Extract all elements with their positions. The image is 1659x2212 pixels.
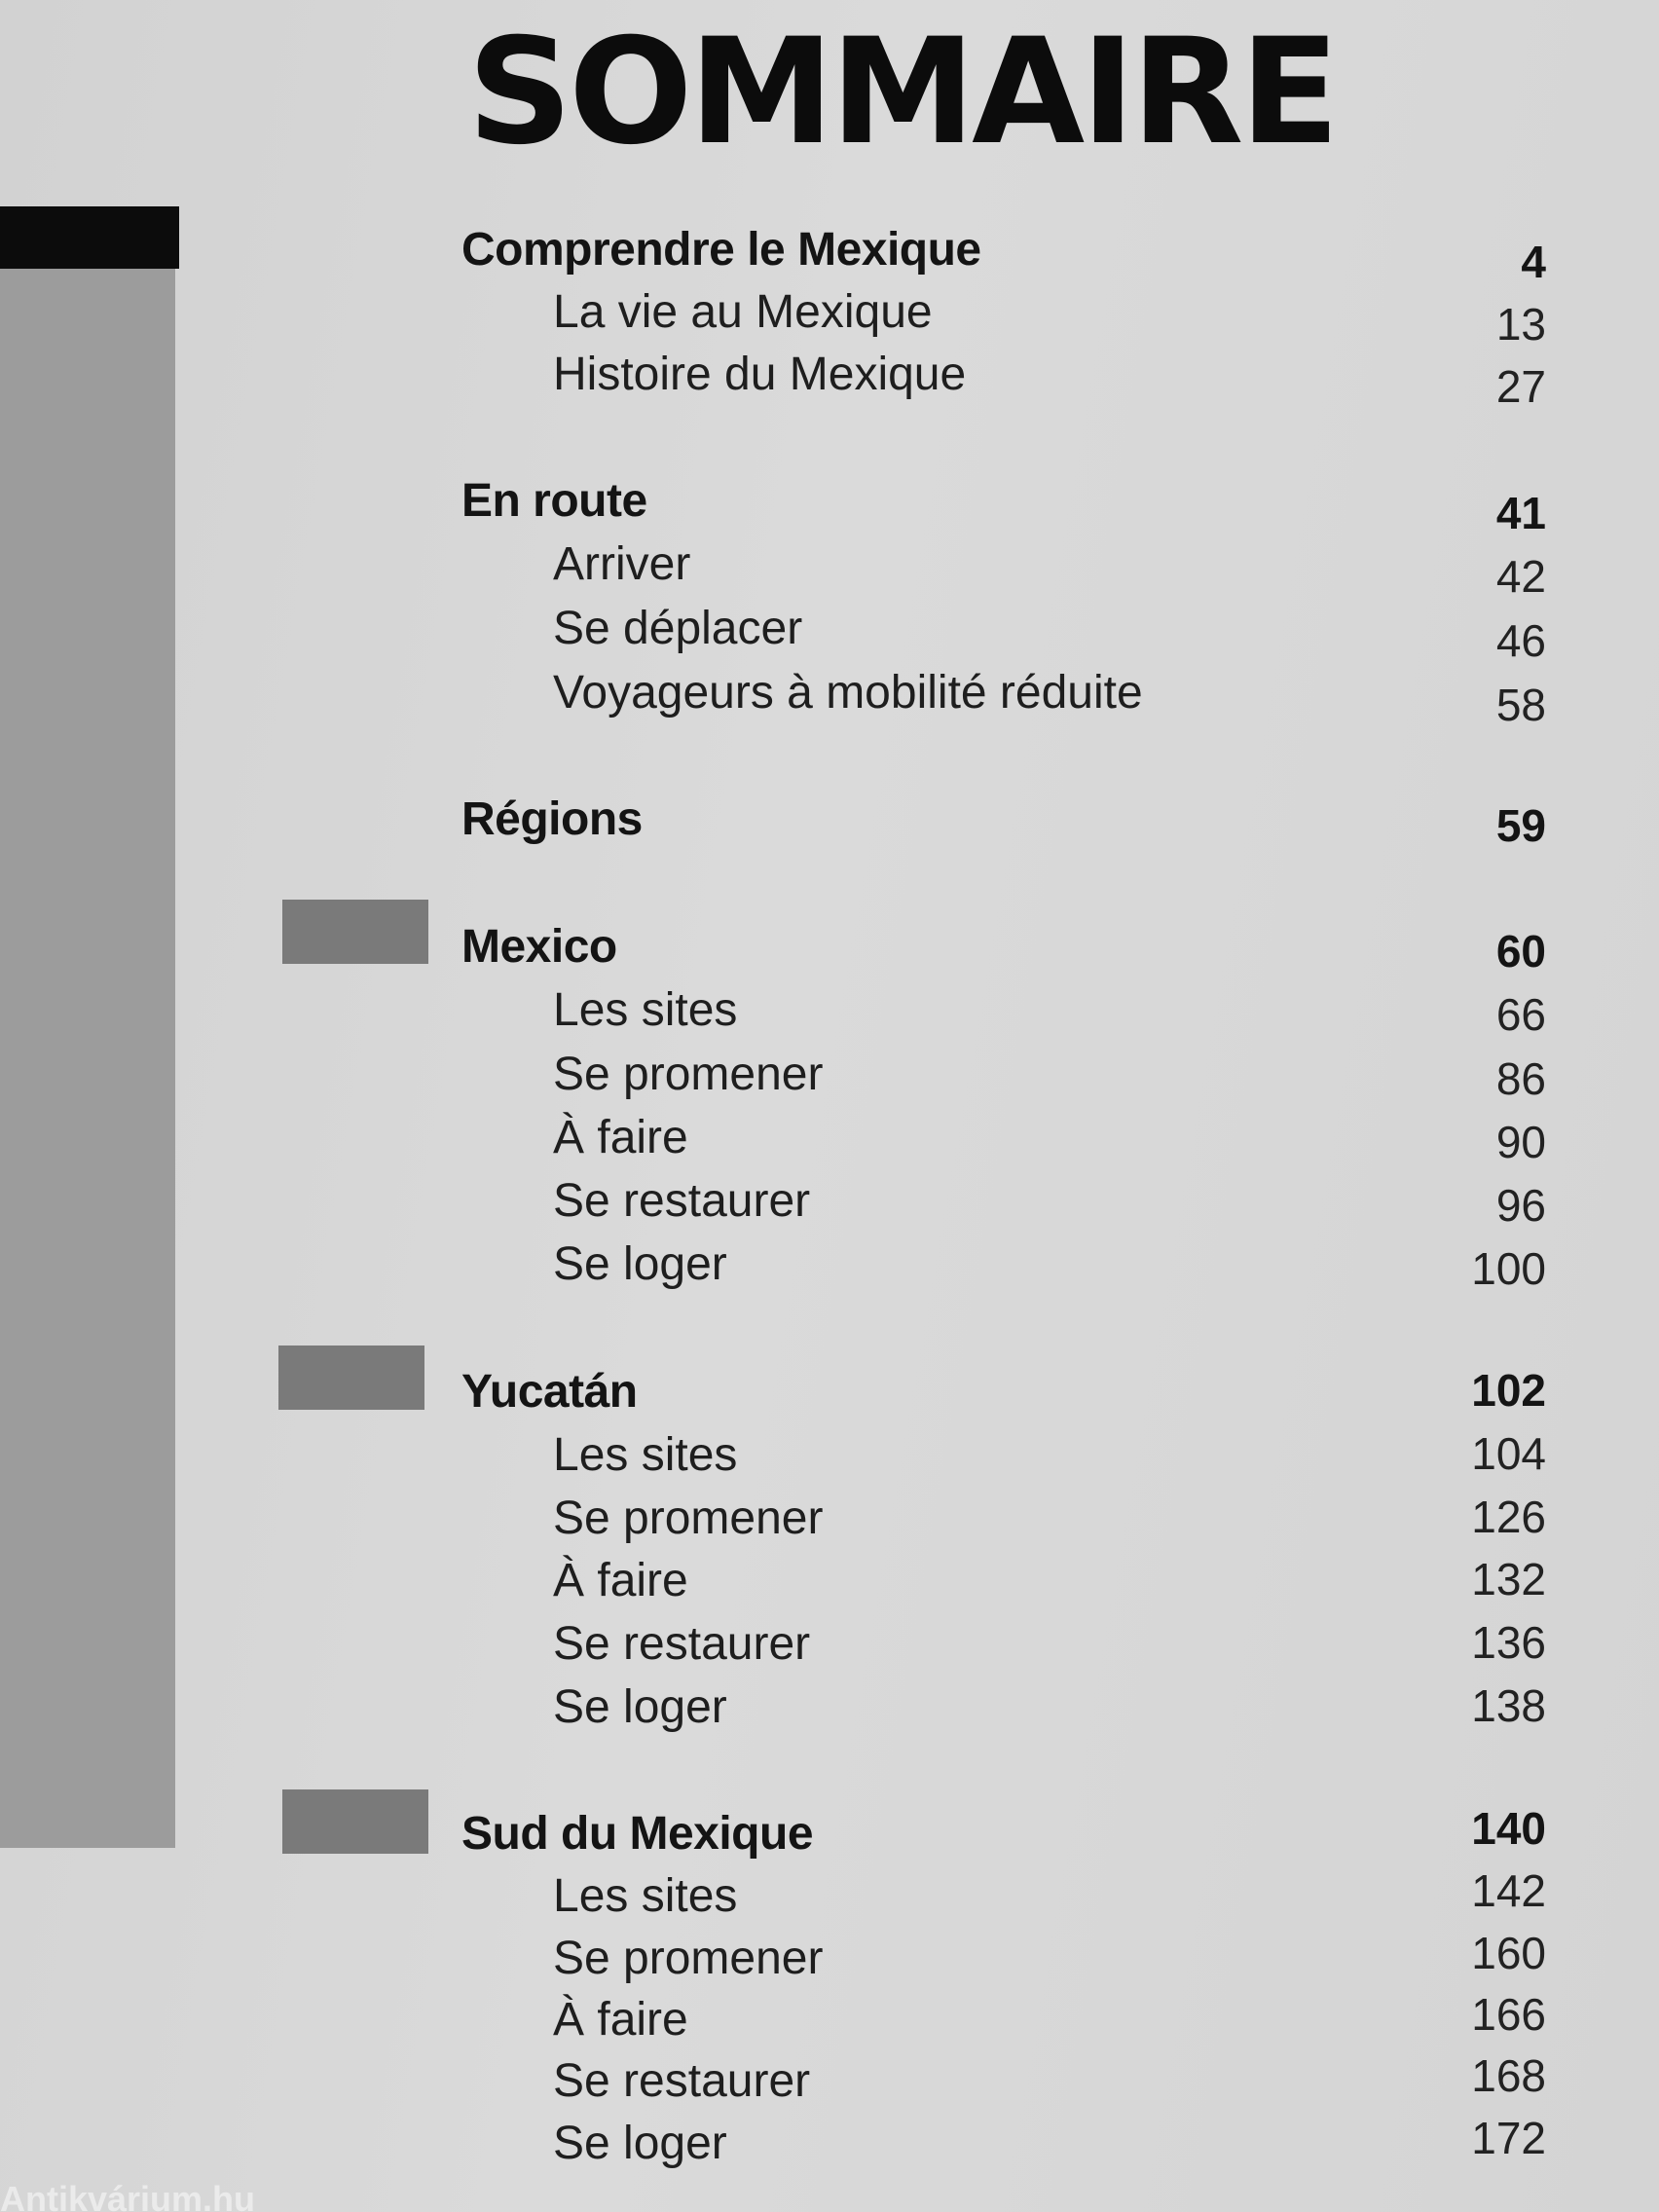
toc-page-number: 86 — [1495, 1053, 1546, 1104]
toc-section-label: Régions — [461, 793, 643, 845]
toc-item[interactable] — [0, 2051, 1659, 2112]
toc-page-number: 66 — [1495, 989, 1546, 1040]
toc-page-number: 168 — [1471, 2050, 1546, 2101]
toc-page-number: 96 — [1495, 1180, 1546, 1231]
toc-page-number: 126 — [1471, 1492, 1546, 1542]
toc-item-label: Les sites — [553, 1429, 738, 1481]
toc-page-number: 42 — [1495, 551, 1546, 602]
toc-item[interactable] — [0, 980, 1659, 1041]
toc-page-number: 160 — [1471, 1928, 1546, 1978]
toc-item-label: Se déplacer — [553, 603, 803, 654]
toc-section-label: Comprendre le Mexique — [461, 224, 981, 276]
toc-item[interactable] — [0, 1489, 1659, 1549]
watermark-text: Antikvárium.hu — [0, 2185, 256, 2212]
toc-page-number: 41 — [1495, 488, 1546, 538]
toc-section-mexico[interactable] — [0, 917, 1659, 977]
toc-item-label: La vie au Mexique — [553, 286, 933, 338]
toc-section-en-route[interactable] — [0, 471, 1659, 538]
toc-page-number: 13 — [1495, 299, 1546, 350]
toc-item[interactable] — [0, 1235, 1659, 1295]
toc-section-yucatan[interactable] — [0, 1362, 1659, 1422]
toc-item-label: À faire — [553, 1112, 688, 1163]
toc-section-label: Mexico — [461, 921, 617, 973]
toc-section-label: En route — [461, 475, 647, 527]
toc-item[interactable] — [0, 1108, 1659, 1168]
page-title: SOMMAIRE — [467, 8, 1336, 177]
toc-page-number: 60 — [1495, 926, 1546, 977]
toc-page-number: 172 — [1471, 2113, 1546, 2163]
toc-page-number: 100 — [1471, 1243, 1546, 1294]
toc-item[interactable] — [0, 1171, 1659, 1232]
toc-item-label: Se loger — [553, 2118, 727, 2169]
toc-page-number: 132 — [1471, 1554, 1546, 1604]
toc-item-label: Se promener — [553, 1493, 824, 1544]
toc-page-number: 59 — [1495, 800, 1546, 851]
toc-page-number: 90 — [1495, 1117, 1546, 1167]
toc-section-regions[interactable] — [0, 790, 1659, 850]
toc-item-label: Se restaurer — [553, 2055, 811, 2107]
toc-item[interactable] — [0, 1866, 1659, 1927]
toc-item-label: Voyageurs à mobilité réduite — [553, 667, 1143, 719]
toc-page-number: 46 — [1495, 615, 1546, 666]
toc-item-label: Se loger — [553, 1681, 727, 1733]
toc-item-label: À faire — [553, 1994, 688, 2046]
toc-item[interactable] — [0, 2114, 1659, 2174]
toc-page-number: 142 — [1471, 1865, 1546, 1916]
toc-item[interactable] — [0, 1677, 1659, 1738]
toc-item[interactable] — [0, 1425, 1659, 1486]
toc-page-number: 140 — [1471, 1803, 1546, 1854]
toc-item[interactable] — [0, 1990, 1659, 2050]
toc-page-number: 27 — [1495, 361, 1546, 412]
toc-section-label: Sud du Mexique — [461, 1808, 814, 1860]
toc-section-comprendre[interactable] — [0, 220, 1659, 287]
toc-page-number: 102 — [1471, 1365, 1546, 1416]
toc-page-number: 58 — [1495, 680, 1546, 730]
toc-item-label: Histoire du Mexique — [553, 349, 967, 400]
toc-page-number: 138 — [1471, 1680, 1546, 1731]
toc-item-label: Se restaurer — [553, 1618, 811, 1670]
toc-item[interactable] — [0, 1929, 1659, 1989]
toc-item[interactable] — [0, 1614, 1659, 1675]
toc-page-number: 166 — [1471, 1989, 1546, 2040]
toc-section-label: Yucatán — [461, 1366, 638, 1418]
toc-page-number: 4 — [1521, 237, 1546, 287]
toc-item[interactable] — [0, 282, 1659, 350]
toc-page-number: 104 — [1471, 1428, 1546, 1479]
toc-section-sud[interactable] — [0, 1804, 1659, 1864]
toc-item-label: Se promener — [553, 1933, 824, 1984]
toc-page-number: 136 — [1471, 1617, 1546, 1668]
toc-item[interactable] — [0, 1045, 1659, 1105]
toc-item-label: Se promener — [553, 1049, 824, 1100]
toc-item-label: À faire — [553, 1555, 688, 1606]
toc-item[interactable] — [0, 599, 1659, 666]
toc-item[interactable] — [0, 535, 1659, 602]
toc-item-label: Les sites — [553, 984, 738, 1036]
toc-item[interactable] — [0, 1551, 1659, 1611]
toc-item-label: Les sites — [553, 1870, 738, 1922]
toc-item[interactable] — [0, 663, 1659, 730]
toc-item[interactable] — [0, 345, 1659, 412]
toc-item-label: Arriver — [553, 538, 691, 590]
toc-item-label: Se loger — [553, 1238, 727, 1290]
toc-item-label: Se restaurer — [553, 1175, 811, 1227]
